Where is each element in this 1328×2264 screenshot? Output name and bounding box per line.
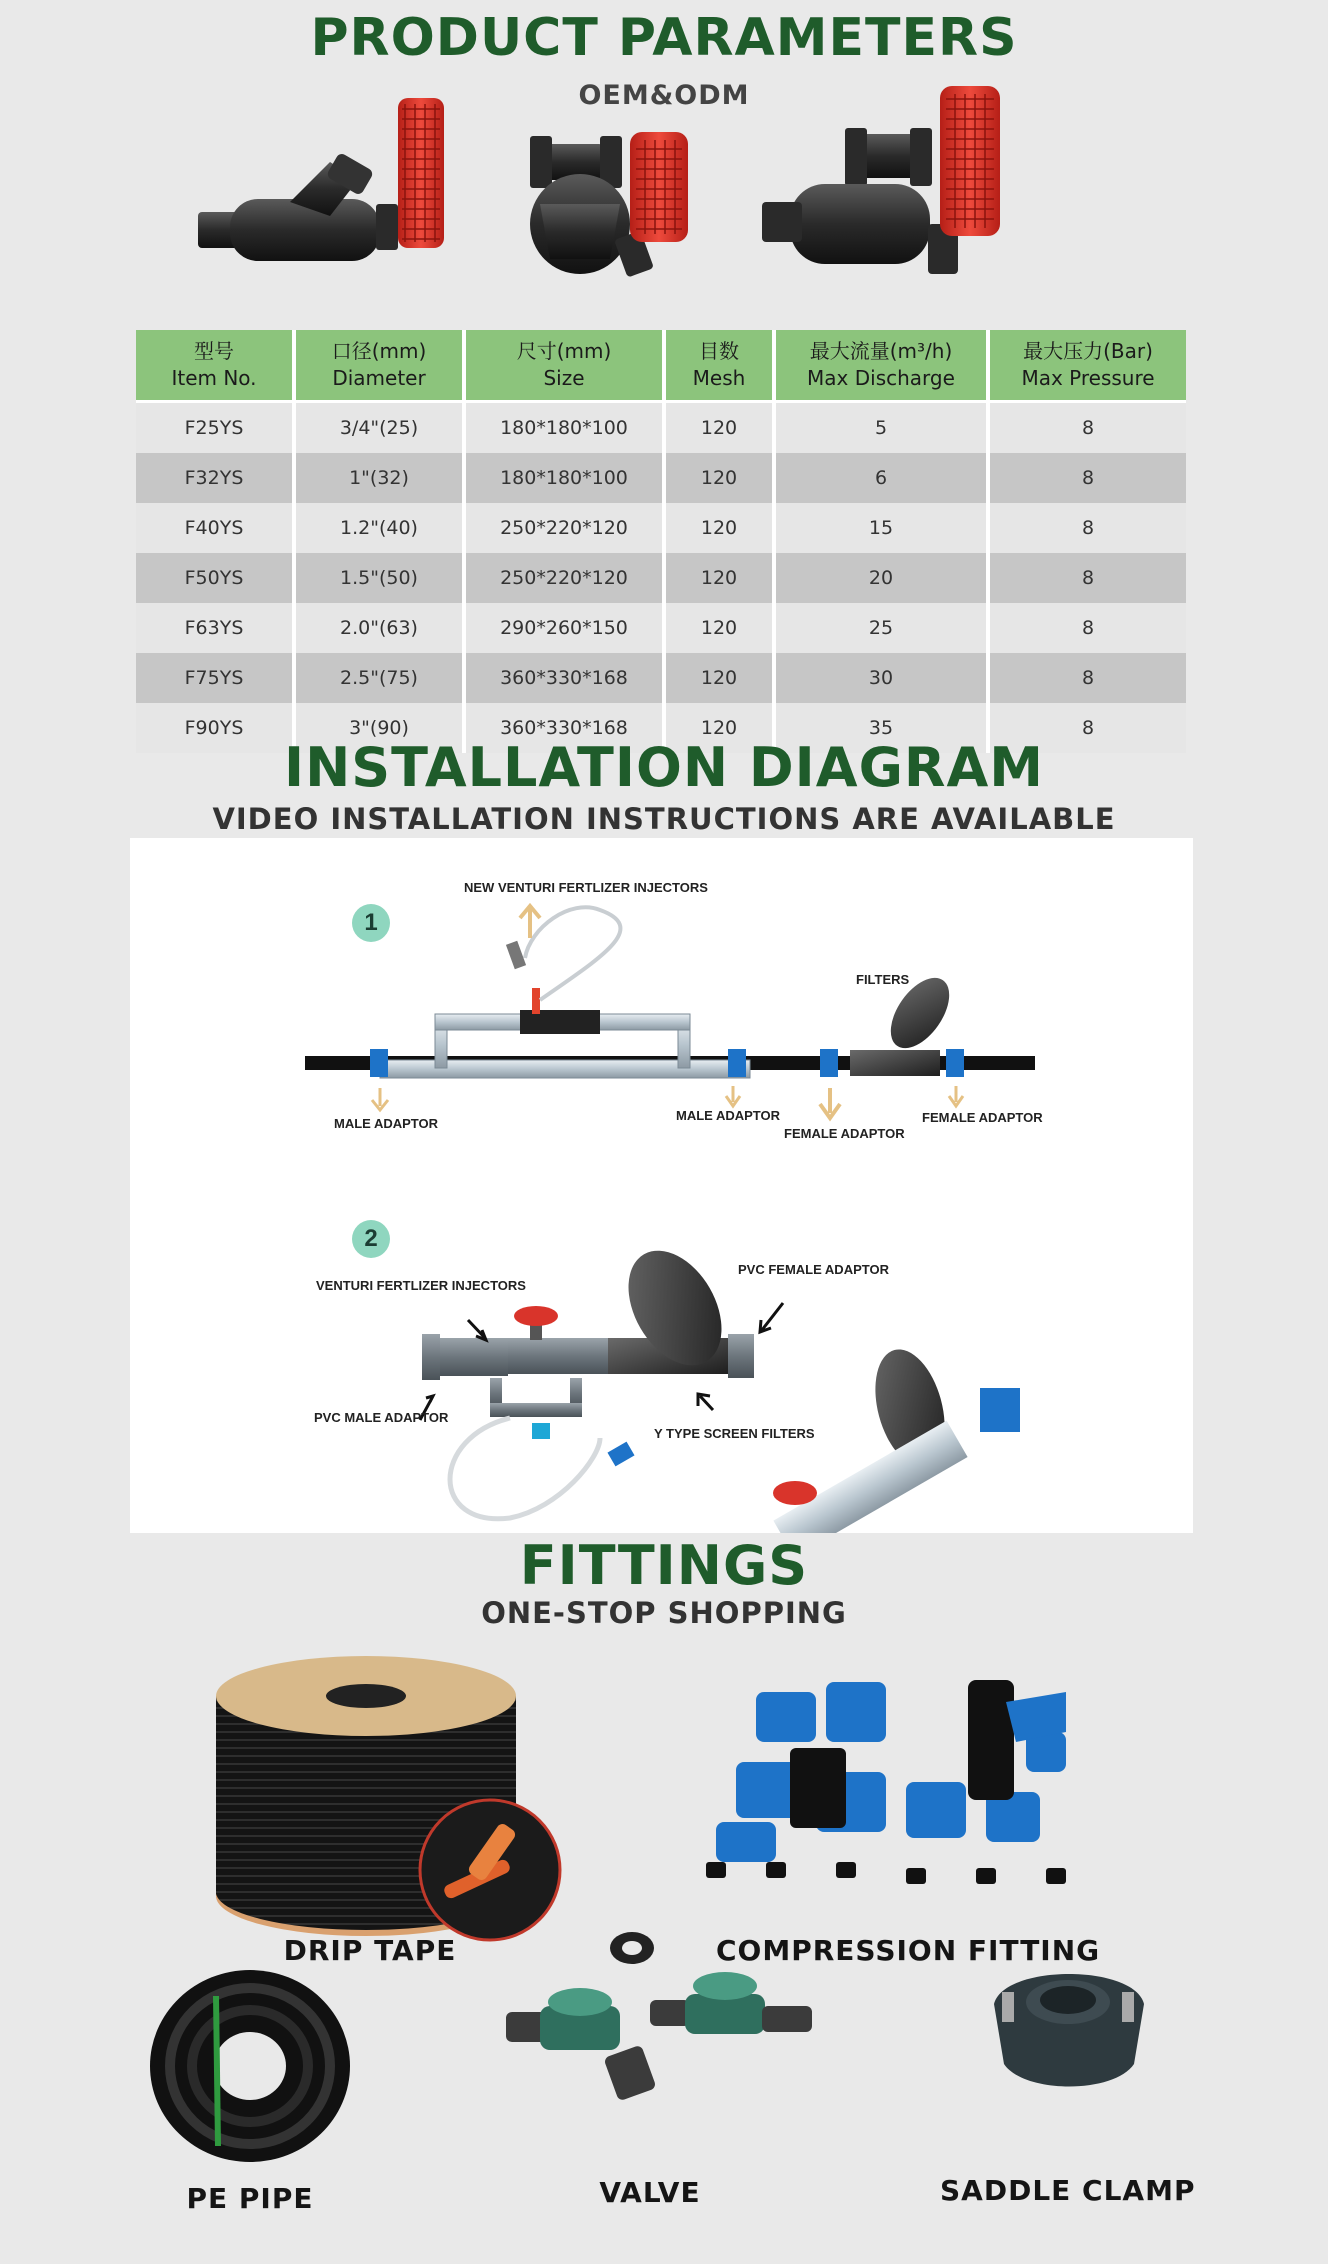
compression-fitting-image — [706, 1672, 1106, 1902]
step1-male-adaptor-left: MALE ADAPTOR — [334, 1116, 438, 1131]
table-header-row — [136, 330, 1186, 403]
drip-tape-image — [210, 1656, 570, 1946]
cell-discharge: 30 — [776, 653, 990, 703]
drip-tape-label: DRIP TAPE — [283, 1934, 457, 1967]
step2-pvc-male-label: PVC MALE ADAPTOR — [314, 1410, 449, 1425]
table-row — [136, 453, 1186, 503]
step2-pvc-female-label: PVC FEMALE ADAPTOR — [738, 1262, 889, 1277]
cell-item: F63YS — [136, 603, 296, 653]
cell-size: 360*330*168 — [466, 653, 666, 703]
cell-item: F75YS — [136, 653, 296, 703]
cell-mesh: 120 — [666, 403, 776, 453]
one-stop-shopping-subtitle: ONE-STOP SHOPPING — [481, 1596, 847, 1630]
col-diameter — [296, 330, 466, 403]
step1-filters-label: FILTERS — [856, 972, 910, 987]
cell-pressure: 8 — [990, 553, 1186, 603]
col-size — [466, 330, 666, 403]
valve-image — [500, 1920, 830, 2120]
cell-discharge: 35 — [776, 703, 990, 753]
cell-discharge: 6 — [776, 453, 990, 503]
step-2-badge: 2 — [352, 1220, 390, 1258]
step1-injectors-label: NEW VENTURI FERTLIZER INJECTORS — [464, 880, 708, 895]
step2-injectors-label: VENTURI FERTLIZER INJECTORS — [316, 1278, 526, 1293]
cell-diameter: 1"(32) — [296, 453, 466, 503]
filter-image-medium — [530, 132, 688, 278]
valve-label: VALVE — [599, 2176, 701, 2209]
cell-size: 250*220*120 — [466, 503, 666, 553]
col-header-en: Mesh — [692, 366, 746, 390]
filter-image-large — [762, 86, 1000, 274]
cell-mesh: 120 — [666, 653, 776, 703]
cell-pressure: 8 — [990, 503, 1186, 553]
cell-diameter: 1.2"(40) — [296, 503, 466, 553]
step1-female-adaptor-mid: FEMALE ADAPTOR — [784, 1126, 905, 1141]
cell-size: 290*260*150 — [466, 603, 666, 653]
cell-mesh: 120 — [666, 703, 776, 753]
cell-size: 250*220*120 — [466, 553, 666, 603]
cell-mesh: 120 — [666, 603, 776, 653]
saddle-clamp-label: SADDLE CLAMP — [940, 2174, 1196, 2207]
col-header-en: Diameter — [332, 366, 426, 390]
cell-diameter: 1.5"(50) — [296, 553, 466, 603]
cell-size: 180*180*100 — [466, 453, 666, 503]
cell-pressure: 8 — [990, 603, 1186, 653]
installation-diagram-panel — [130, 838, 1193, 1533]
cell-size: 180*180*100 — [466, 403, 666, 453]
table-row — [136, 603, 1186, 653]
cell-discharge: 20 — [776, 553, 990, 603]
table-row — [136, 403, 1186, 453]
step2-screen-filters-label: Y TYPE SCREEN FILTERS — [654, 1426, 815, 1441]
col-header-cn: 型号 — [194, 339, 234, 363]
cell-item: F90YS — [136, 703, 296, 753]
cell-pressure: 8 — [990, 653, 1186, 703]
col-max-discharge — [776, 330, 990, 403]
fittings-title: FITTINGS — [519, 1534, 809, 1597]
step1-female-adaptor-right: FEMALE ADAPTOR — [922, 1110, 1043, 1125]
col-header-cn: 尺寸(mm) — [516, 339, 612, 363]
col-header-en: Max Discharge — [807, 366, 955, 390]
filter-product-images — [180, 84, 1130, 294]
cell-mesh: 120 — [666, 503, 776, 553]
col-header-cn: 最大流量(m³/h) — [809, 339, 953, 363]
table-row — [136, 503, 1186, 553]
compression-fitting-label: COMPRESSION FITTING — [716, 1934, 1101, 1967]
video-instructions-subtitle: VIDEO INSTALLATION INSTRUCTIONS ARE AVAILABLE — [212, 802, 1116, 836]
table-row — [136, 553, 1186, 603]
cell-item: F50YS — [136, 553, 296, 603]
installation-diagram-title: INSTALLATION DIAGRAM — [284, 736, 1044, 799]
cell-mesh: 120 — [666, 553, 776, 603]
cell-diameter: 3/4"(25) — [296, 403, 466, 453]
col-header-en: Size — [543, 366, 585, 390]
col-header-cn: 最大压力(Bar) — [1023, 339, 1153, 363]
step1-diagram — [305, 906, 1035, 1118]
cell-discharge: 5 — [776, 403, 990, 453]
col-header-cn: 目数 — [699, 339, 739, 363]
cell-pressure: 8 — [990, 703, 1186, 753]
table-row — [136, 653, 1186, 703]
cell-size: 360*330*168 — [466, 703, 666, 753]
cell-discharge: 15 — [776, 503, 990, 553]
cell-diameter: 3"(90) — [296, 703, 466, 753]
cell-diameter: 2.0"(63) — [296, 603, 466, 653]
col-item-no — [136, 330, 296, 403]
pe-pipe-label: PE PIPE — [186, 2182, 314, 2215]
cell-discharge: 25 — [776, 603, 990, 653]
pe-pipe-image — [146, 1966, 356, 2166]
cell-diameter: 2.5"(75) — [296, 653, 466, 703]
step1-male-adaptor-mid: MALE ADAPTOR — [676, 1108, 780, 1123]
col-mesh — [666, 330, 776, 403]
parameters-table — [136, 330, 1186, 753]
col-header-en: Max Pressure — [1021, 366, 1155, 390]
cell-item: F40YS — [136, 503, 296, 553]
oem-odm-subtitle: OEM&ODM — [578, 80, 750, 111]
saddle-clamp-image — [984, 1944, 1154, 2094]
cell-pressure: 8 — [990, 453, 1186, 503]
cell-pressure: 8 — [990, 403, 1186, 453]
col-header-en: Item No. — [171, 366, 257, 390]
product-parameters-title: PRODUCT PARAMETERS — [310, 8, 1018, 68]
filter-image-small — [198, 98, 444, 261]
cell-item: F32YS — [136, 453, 296, 503]
cell-mesh: 120 — [666, 453, 776, 503]
col-max-pressure — [990, 330, 1186, 403]
cell-item: F25YS — [136, 403, 296, 453]
col-header-cn: 口径(mm) — [331, 339, 427, 363]
step-1-badge: 1 — [352, 904, 390, 942]
